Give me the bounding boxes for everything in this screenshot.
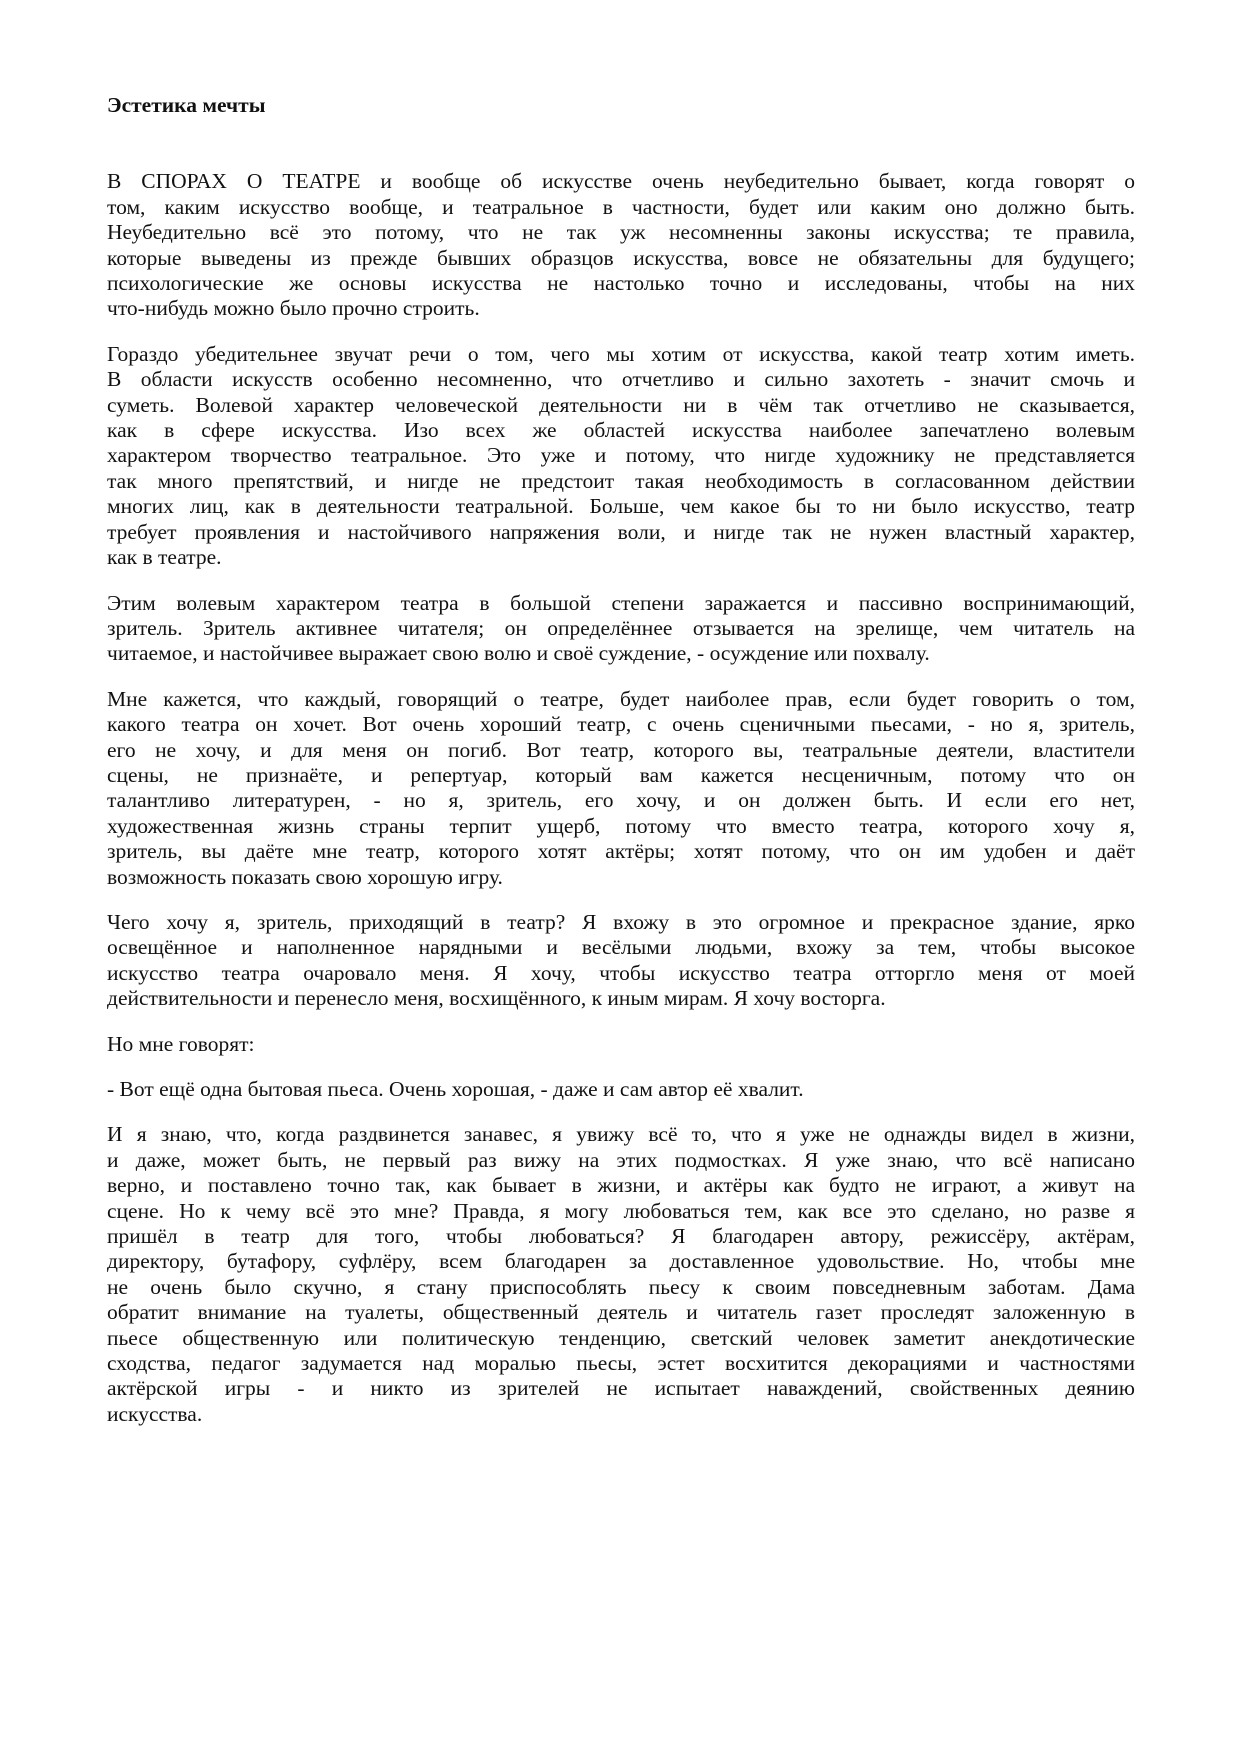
- text-line: пришёл в театр для того, чтобы любоваться? Я благодарен автору, режиссёру, актёрам,: [107, 1224, 1135, 1249]
- text-line: которые выведены из прежде бывших образцов искусства, вовсе не обязательны для будущего;: [107, 245, 1135, 270]
- text-line: Мне кажется, что каждый, говорящий о театре, будет наиболее прав, если будет говорить о том,: [107, 686, 1135, 711]
- text-line: верно, и поставлено точно так, как бывает в жизни, и актёры как будто не играют, а живут на: [107, 1173, 1135, 1198]
- text-line: талантливо литературен, - но я, зритель, его хочу, и он должен быть. И если его нет,: [107, 788, 1135, 813]
- text-line: как в сфере искусства. Изо всех же областей искусства наиболее запечатлено волевым: [107, 418, 1135, 443]
- text-line: как в театре.: [107, 545, 222, 570]
- text-line: В СПОРАХ О ТЕАТРЕ и вообще об искусстве очень неубедительно бывает, когда говорят о: [107, 169, 1135, 194]
- text-line: обратит внимание на туалеты, общественный деятель и читатель газет проследят заложенную в: [107, 1300, 1135, 1325]
- document-title: Эстетика мечты: [107, 93, 266, 117]
- text-line: искусства.: [107, 1401, 203, 1426]
- paragraph: [107, 169, 1135, 321]
- text-line: его не хочу, и для меня он погиб. Вот театр, которого вы, театральные деятели, властители: [107, 737, 1135, 762]
- text-line: Неубедительно всё это потому, что не так уж несомненны законы искусства; те правила,: [107, 220, 1135, 245]
- text-line: сходства, педагог задумается над моралью пьесы, эстет восхитится декорациями и частностями: [107, 1351, 1135, 1376]
- text-line: действительности и перенесло меня, восхищённого, к иным мирам. Я хочу восторга.: [107, 986, 886, 1011]
- text-line: психологические же основы искусства не настолько точно и исследованы, чтобы на них: [107, 271, 1135, 296]
- document-body: [107, 169, 1135, 1427]
- text-line: директору, бутафору, суфлёру, всем благодарен за доставленное удовольствие. Но, чтобы мне: [107, 1249, 1135, 1274]
- text-line: Гораздо убедительнее звучат речи о том, чего мы хотим от искусства, какой театр хотим иметь.: [107, 341, 1135, 366]
- text-line: многих лиц, как в деятельности театральной. Больше, чем какое бы то ни было искусство, театр: [107, 494, 1135, 519]
- text-line: зритель, вы даёте мне театр, которого хотят актёры; хотят потому, что он им удобен и даёт: [107, 839, 1135, 864]
- text-line: возможность показать свою хорошую игру.: [107, 864, 503, 889]
- paragraph: [107, 1077, 1135, 1102]
- text-line: освещённое и наполненное нарядными и весёлыми людьми, вхожу за тем, чтобы высокое: [107, 935, 1135, 960]
- text-line: И я знаю, что, когда раздвинется занавес, я увижу всё то, что я уже не однажды видел в жизни,: [107, 1122, 1135, 1147]
- paragraph: [107, 1032, 1135, 1057]
- text-line: В области искусств особенно несомненно, что отчетливо и сильно захотеть - значит смочь и: [107, 367, 1135, 392]
- text-line: суметь. Волевой характер человеческой деятельности ни в чём так отчетливо не сказывается,: [107, 392, 1135, 417]
- text-line: читаемое, и настойчивее выражает свою волю и своё суждение, - осуждение или похвалу.: [107, 641, 930, 666]
- text-line: требует проявления и настойчивого напряжения воли, и нигде так не нужен властный характер,: [107, 519, 1135, 544]
- text-line: что-нибудь можно было прочно строить.: [107, 296, 480, 321]
- paragraph: [107, 591, 1135, 667]
- text-line: сцене. Но к чему всё это мне? Правда, я могу любоваться тем, как все это сделано, но разве я: [107, 1198, 1135, 1223]
- text-line: Этим волевым характером театра в большой степени заражается и пассивно воспринимающий,: [107, 590, 1135, 615]
- text-line: какого театра он хочет. Вот очень хороший театр, с очень сценичными пьесами, - но я, зритель,: [107, 712, 1135, 737]
- text-line: характером творчество театральное. Это уже и потому, что нигде художнику не представляется: [107, 443, 1135, 468]
- text-line: и даже, может быть, не первый раз вижу на этих подмостках. Я уже знаю, что всё написано: [107, 1147, 1135, 1172]
- paragraph: [107, 1122, 1135, 1427]
- text-line: Но мне говорят:: [107, 1031, 255, 1056]
- text-line: том, каким искусство вообще, и театральное в частности, будет или каким оно должно быть.: [107, 194, 1135, 219]
- paragraph: [107, 342, 1135, 571]
- text-line: так много препятствий, и нигде не предстоит такая необходимость в согласованном действии: [107, 468, 1135, 493]
- text-line: художественная жизнь страны терпит ущерб, потому что вместо театра, которого хочу я,: [107, 813, 1135, 838]
- document-page: [107, 93, 1135, 1447]
- text-line: Чего хочу я, зритель, приходящий в театр? Я вхожу в это огромное и прекрасное здание, ярко: [107, 909, 1135, 934]
- text-line: сцены, не признаёте, и репертуар, который вам кажется несценичным, потому что он: [107, 762, 1135, 787]
- text-line: зритель. Зритель активнее читателя; он определённее отзывается на зрелище, чем читатель на: [107, 615, 1135, 640]
- text-line: актёрской игры - и никто из зрителей не испытает наваждений, свойственных деянию: [107, 1376, 1135, 1401]
- text-line: искусство театра очаровало меня. Я хочу, чтобы искусство театра отторгло меня от моей: [107, 960, 1135, 985]
- paragraph: [107, 687, 1135, 890]
- text-line: не очень было скучно, я стану приспособлять пьесу к своим повседневным заботам. Дама: [107, 1274, 1135, 1299]
- paragraph: [107, 910, 1135, 1012]
- text-line: пьесе общественную или политическую тенденцию, светский человек заметит анекдотические: [107, 1325, 1135, 1350]
- text-line: - Вот ещё одна бытовая пьеса. Очень хорошая, - даже и сам автор её хвалит.: [107, 1077, 804, 1101]
